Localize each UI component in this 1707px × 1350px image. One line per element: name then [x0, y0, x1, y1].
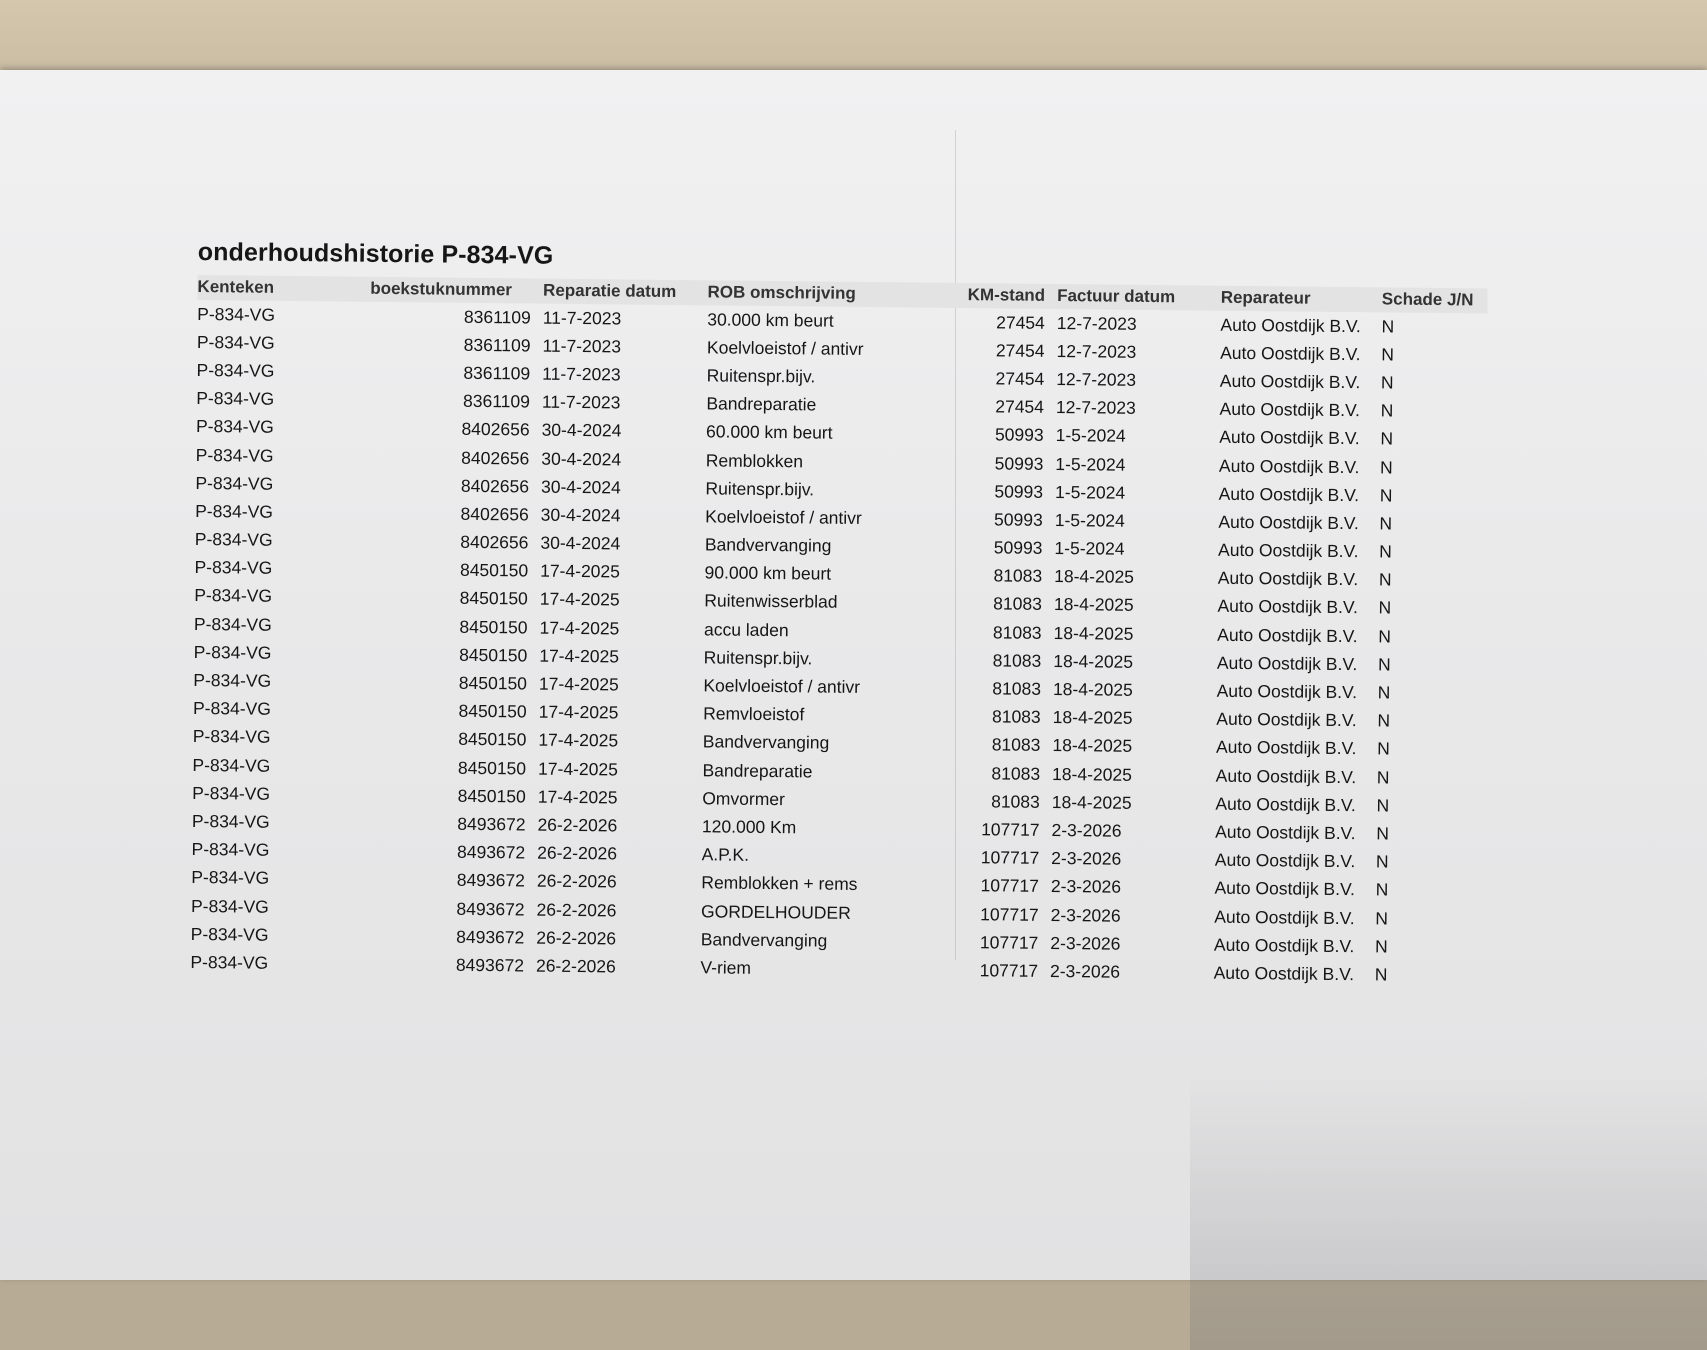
cell-kenteken: P-834-VG [191, 810, 270, 832]
cell-km-stand: 81083 [991, 762, 1041, 784]
cell-rob-omschrijving: Ruitenspr.bijv. [706, 365, 816, 387]
cell-schade: N [1376, 766, 1390, 788]
column-header-rob-omschrijving: ROB omschrijving [707, 280, 967, 308]
cell-boekstuknummer: 8493672 [456, 926, 525, 948]
cell-boekstuknummer: 8450150 [457, 785, 526, 807]
cell-kenteken: P-834-VG [194, 529, 273, 550]
maintenance-history-document [190, 238, 1488, 990]
cell-km-stand: 81083 [991, 706, 1041, 728]
cell-schade: N [1380, 372, 1394, 393]
cell-reparatie-datum: 11-7-2023 [542, 335, 622, 357]
column-header-km-stand: KM-stand [968, 283, 1052, 309]
cell-rob-omschrijving: 60.000 km beurt [705, 421, 833, 443]
cell-boekstuknummer: 8493672 [457, 813, 526, 835]
cell-reparateur: Auto Oostdijk B.V. [1216, 680, 1358, 703]
cell-km-stand: 27454 [995, 340, 1045, 361]
cell-km-stand: 50993 [993, 537, 1043, 558]
column-header-factuur-datum: Factuur datum [1051, 284, 1221, 311]
cell-factuur-datum: 18-4-2025 [1053, 594, 1134, 616]
cell-rob-omschrijving: Ruitenwisserblad [704, 590, 838, 613]
cell-km-stand: 81083 [992, 650, 1042, 671]
cell-reparatie-datum: 17-4-2025 [539, 645, 620, 667]
cell-rob-omschrijving: A.P.K. [701, 844, 750, 865]
cell-boekstuknummer: 8493672 [456, 841, 526, 863]
cell-factuur-datum: 18-4-2025 [1051, 791, 1132, 813]
cell-boekstuknummer: 8493672 [456, 898, 525, 919]
cell-factuur-datum: 2-3-2026 [1050, 932, 1121, 954]
cell-factuur-datum: 1-5-2024 [1054, 481, 1126, 503]
cell-boekstuknummer: 8450150 [459, 616, 528, 638]
cell-schade: N [1375, 851, 1389, 872]
cell-kenteken: P-834-VG [190, 951, 269, 973]
cell-reparateur: Auto Oostdijk B.V. [1214, 878, 1356, 900]
cell-rob-omschrijving: Bandvervanging [702, 731, 830, 754]
cell-factuur-datum: 18-4-2025 [1053, 650, 1134, 672]
cell-reparateur: Auto Oostdijk B.V. [1219, 370, 1361, 393]
cell-factuur-datum: 18-4-2025 [1052, 707, 1133, 729]
cell-reparatie-datum: 30-4-2024 [540, 532, 621, 554]
cell-schade: N [1378, 569, 1392, 590]
cell-boekstuknummer: 8402656 [460, 475, 530, 497]
cell-schade: N [1378, 597, 1392, 618]
cell-km-stand: 107717 [980, 875, 1040, 897]
cell-reparatie-datum: 17-4-2025 [538, 673, 619, 695]
cell-factuur-datum: 2-3-2026 [1050, 876, 1122, 898]
cell-reparatie-datum: 26-2-2026 [537, 814, 618, 836]
cell-reparateur: Auto Oostdijk B.V. [1220, 342, 1361, 364]
cell-kenteken: P-834-VG [196, 331, 275, 353]
cell-kenteken: P-834-VG [192, 726, 271, 748]
cell-boekstuknummer: 8493672 [455, 954, 525, 976]
cell-km-stand: 107717 [979, 931, 1039, 953]
cell-rob-omschrijving: 120.000 Km [701, 816, 797, 838]
cell-rob-omschrijving: Bandvervanging [704, 534, 832, 556]
cell-factuur-datum: 18-4-2025 [1054, 566, 1135, 588]
cell-km-stand: 81083 [992, 622, 1042, 643]
cell-schade: N [1379, 541, 1392, 562]
cell-reparatie-datum: 17-4-2025 [537, 786, 618, 808]
cell-boekstuknummer: 8493672 [456, 870, 526, 891]
cell-kenteken: P-834-VG [195, 472, 274, 494]
cell-rob-omschrijving: Bandreparatie [706, 393, 817, 415]
cell-boekstuknummer: 8450150 [457, 757, 527, 779]
cell-factuur-datum: 18-4-2025 [1053, 622, 1134, 644]
cell-reparatie-datum: 17-4-2025 [538, 701, 619, 723]
cell-boekstuknummer: 8361109 [462, 390, 531, 412]
cell-kenteken: P-834-VG [195, 444, 274, 466]
cell-kenteken: P-834-VG [193, 670, 272, 691]
cell-km-stand: 50993 [994, 509, 1043, 530]
cell-kenteken: P-834-VG [193, 613, 272, 635]
cell-reparateur: Auto Oostdijk B.V. [1217, 539, 1359, 562]
cell-boekstuknummer: 8450150 [458, 672, 528, 694]
column-header-reparateur: Reparateur [1221, 286, 1382, 313]
cell-boekstuknummer: 8361109 [463, 334, 531, 356]
page-title: onderhoudshistorie P-834-VG [197, 238, 554, 270]
cell-km-stand: 81083 [992, 678, 1042, 699]
cell-km-stand: 107717 [981, 819, 1040, 840]
cell-factuur-datum: 12-7-2023 [1055, 397, 1136, 418]
cell-rob-omschrijving: 30.000 km beurt [707, 308, 834, 331]
cell-schade: N [1379, 513, 1393, 534]
cell-schade: N [1374, 936, 1388, 957]
cell-reparatie-datum: 11-7-2023 [542, 307, 622, 329]
paper-shadow [1190, 1070, 1707, 1350]
cell-rob-omschrijving: Koelvloeistof / antivr [703, 675, 861, 697]
cell-schade: N [1374, 964, 1388, 985]
cell-factuur-datum: 2-3-2026 [1051, 819, 1122, 841]
cell-reparateur: Auto Oostdijk B.V. [1219, 427, 1360, 449]
cell-schade: N [1376, 795, 1390, 816]
cell-km-stand: 50993 [994, 424, 1044, 446]
cell-reparateur: Auto Oostdijk B.V. [1213, 934, 1355, 956]
cell-boekstuknummer: 8402656 [460, 503, 529, 525]
cell-reparateur: Auto Oostdijk B.V. [1218, 483, 1360, 505]
cell-kenteken: P-834-VG [192, 754, 271, 776]
cell-reparateur: Auto Oostdijk B.V. [1214, 849, 1356, 872]
cell-rob-omschrijving: GORDELHOUDER [700, 900, 851, 923]
cell-schade: N [1379, 456, 1393, 478]
cell-factuur-datum: 18-4-2025 [1052, 763, 1133, 785]
cell-reparateur: Auto Oostdijk B.V. [1217, 596, 1359, 618]
cell-schade: N [1379, 485, 1393, 506]
column-header-reparatie-datum: Reparatie datum [537, 279, 708, 306]
cell-reparateur: Auto Oostdijk B.V. [1218, 455, 1360, 477]
cell-factuur-datum: 2-3-2026 [1051, 848, 1122, 869]
cell-boekstuknummer: 8450150 [459, 644, 528, 666]
cell-reparateur: Auto Oostdijk B.V. [1215, 793, 1356, 815]
table-body [190, 300, 1487, 990]
cell-reparateur: Auto Oostdijk B.V. [1215, 765, 1357, 787]
column-header-schade: Schade J/N [1382, 287, 1488, 313]
cell-kenteken: P-834-VG [190, 895, 269, 917]
cell-km-stand: 107717 [980, 847, 1040, 868]
cell-factuur-datum: 12-7-2023 [1056, 312, 1137, 334]
cell-rob-omschrijving: V-riem [700, 957, 752, 978]
cell-km-stand: 81083 [993, 593, 1043, 615]
cell-factuur-datum: 12-7-2023 [1056, 340, 1137, 362]
cell-reparatie-datum: 26-2-2026 [536, 899, 617, 920]
cell-km-stand: 27454 [995, 368, 1045, 389]
cell-factuur-datum: 1-5-2024 [1054, 509, 1125, 531]
cell-schade: N [1377, 654, 1391, 675]
cell-kenteken: P-834-VG [194, 585, 273, 607]
cell-km-stand: 27454 [995, 396, 1045, 418]
cell-reparatie-datum: 17-4-2025 [537, 758, 618, 780]
cell-rob-omschrijving: Koelvloeistof / antivr [705, 506, 862, 528]
cell-reparatie-datum: 30-4-2024 [540, 476, 621, 498]
cell-rob-omschrijving: Koelvloeistof / antivr [706, 337, 864, 359]
cell-rob-omschrijving: Omvormer [702, 788, 785, 809]
cell-factuur-datum: 1-5-2024 [1054, 538, 1125, 559]
cell-factuur-datum: 2-3-2026 [1050, 904, 1121, 926]
cell-rob-omschrijving: accu laden [703, 618, 789, 640]
cell-reparateur: Auto Oostdijk B.V. [1217, 624, 1358, 646]
cell-rob-omschrijving: Ruitenspr.bijv. [705, 478, 815, 500]
cell-km-stand: 81083 [991, 791, 1040, 812]
column-header-boekstuknummer: boekstuknummer [368, 277, 537, 304]
cell-schade: N [1376, 823, 1389, 844]
cell-rob-omschrijving: Ruitenspr.bijv. [703, 647, 813, 669]
cell-kenteken: P-834-VG [191, 867, 270, 889]
cell-reparateur: Auto Oostdijk B.V. [1214, 906, 1355, 928]
cell-boekstuknummer: 8361109 [463, 362, 531, 384]
cell-boekstuknummer: 8402656 [461, 419, 530, 440]
cell-schade: N [1378, 626, 1392, 647]
cell-km-stand: 50993 [994, 481, 1044, 502]
cell-reparateur: Auto Oostdijk B.V. [1218, 511, 1359, 534]
cell-factuur-datum: 2-3-2026 [1049, 960, 1121, 982]
cell-reparatie-datum: 30-4-2024 [541, 419, 622, 441]
cell-reparateur: Auto Oostdijk B.V. [1216, 708, 1357, 731]
cell-reparatie-datum: 11-7-2023 [542, 363, 621, 385]
cell-km-stand: 107717 [980, 903, 1039, 925]
cell-km-stand: 107717 [979, 960, 1039, 981]
cell-schade: N [1377, 738, 1390, 759]
cell-factuur-datum: 1-5-2024 [1055, 425, 1126, 447]
cell-rob-omschrijving: Remblokken [705, 449, 804, 471]
cell-reparatie-datum: 30-4-2024 [541, 448, 622, 469]
cell-kenteken: P-834-VG [196, 359, 275, 381]
desk-surface [0, 0, 1707, 80]
cell-factuur-datum: 18-4-2025 [1052, 735, 1133, 757]
cell-kenteken: P-834-VG [191, 839, 270, 860]
cell-reparateur: Auto Oostdijk B.V. [1219, 398, 1361, 421]
cell-reparateur: Auto Oostdijk B.V. [1215, 737, 1357, 759]
cell-factuur-datum: 1-5-2024 [1055, 453, 1126, 475]
cell-rob-omschrijving: Bandvervanging [700, 929, 828, 951]
cell-kenteken: P-834-VG [197, 303, 276, 325]
cell-boekstuknummer: 8402656 [461, 447, 530, 469]
cell-schade: N [1380, 428, 1394, 449]
column-header-kenteken: Kenteken [197, 275, 368, 302]
cell-kenteken: P-834-VG [195, 416, 274, 438]
cell-kenteken: P-834-VG [194, 557, 273, 579]
cell-reparatie-datum: 26-2-2026 [536, 927, 617, 949]
cell-schade: N [1377, 710, 1391, 731]
cell-schade: N [1380, 400, 1394, 421]
cell-rob-omschrijving: Remvloeistof [703, 703, 805, 725]
cell-boekstuknummer: 8450150 [459, 588, 528, 609]
cell-reparatie-datum: 30-4-2024 [540, 504, 621, 526]
cell-schade: N [1375, 907, 1389, 929]
cell-kenteken: P-834-VG [192, 698, 271, 720]
cell-kenteken: P-834-VG [193, 641, 272, 663]
cell-boekstuknummer: 8450150 [459, 560, 529, 581]
cell-reparatie-datum: 26-2-2026 [537, 842, 618, 864]
cell-schade: N [1377, 682, 1391, 703]
cell-kenteken: P-834-VG [192, 782, 271, 804]
cell-reparatie-datum: 26-2-2026 [535, 955, 616, 977]
cell-rob-omschrijving: 90.000 km beurt [704, 562, 832, 584]
cell-reparatie-datum: 11-7-2023 [541, 391, 621, 413]
cell-km-stand: 81083 [993, 565, 1043, 587]
cell-boekstuknummer: 8361109 [463, 306, 531, 328]
cell-reparatie-datum: 17-4-2025 [540, 560, 621, 582]
cell-reparatie-datum: 17-4-2025 [539, 617, 620, 639]
cell-km-stand: 50993 [994, 452, 1044, 474]
cell-reparateur: Auto Oostdijk B.V. [1215, 821, 1356, 844]
cell-schade: N [1375, 879, 1389, 900]
maintenance-table [190, 275, 1487, 990]
cell-reparateur: Auto Oostdijk B.V. [1217, 567, 1359, 590]
cell-reparatie-datum: 26-2-2026 [536, 870, 617, 892]
cell-reparatie-datum: 17-4-2025 [539, 589, 620, 610]
cell-km-stand: 81083 [991, 734, 1041, 756]
cell-km-stand: 27454 [996, 311, 1045, 333]
cell-factuur-datum: 18-4-2025 [1052, 679, 1133, 700]
cell-reparatie-datum: 17-4-2025 [538, 729, 619, 751]
cell-reparateur: Auto Oostdijk B.V. [1216, 652, 1358, 675]
cell-boekstuknummer: 8450150 [458, 729, 527, 750]
cell-schade: N [1381, 315, 1395, 337]
cell-boekstuknummer: 8402656 [460, 531, 529, 553]
cell-kenteken: P-834-VG [195, 500, 274, 522]
cell-rob-omschrijving: Remblokken + rems [701, 872, 858, 895]
cell-schade: N [1381, 344, 1395, 365]
cell-rob-omschrijving: Bandreparatie [702, 759, 813, 782]
cell-reparateur: Auto Oostdijk B.V. [1213, 962, 1355, 985]
cell-kenteken: P-834-VG [190, 923, 269, 945]
cell-factuur-datum: 12-7-2023 [1056, 368, 1137, 390]
cell-reparateur: Auto Oostdijk B.V. [1220, 314, 1361, 336]
cell-boekstuknummer: 8450150 [458, 700, 527, 722]
cell-kenteken: P-834-VG [196, 388, 275, 409]
